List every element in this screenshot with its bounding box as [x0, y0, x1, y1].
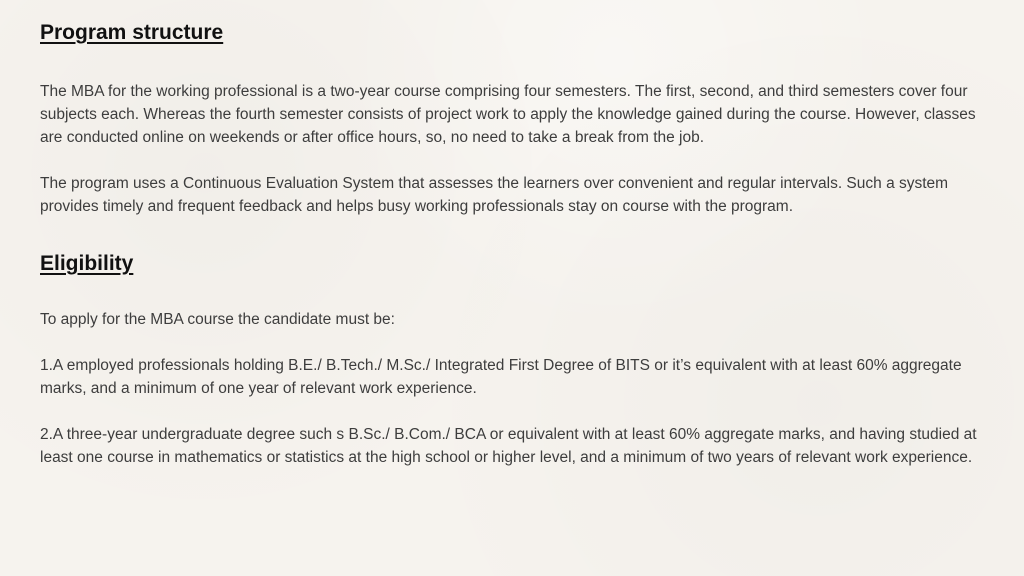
eligibility-item-2: 2.A three-year undergraduate degree such s B.Sc./ B.Com./ BCA or equivalent with at least 60% aggregate marks, and having studied at least one course in mathematics or statistics at the high school or higher level, and a minimum of two years of relevant work experience. [40, 426, 977, 466]
eligibility-intro: To apply for the MBA course the candidate must be: [40, 311, 395, 328]
program-structure-heading: Program structure [40, 21, 224, 44]
program-structure-paragraph-2: The program uses a Continuous Evaluation System that assesses the learners over convenient and regular intervals. Such a system provides timely and frequent feedback and helps busy working professionals stay on course with the program. [40, 175, 949, 215]
eligibility-heading: Eligibility [40, 252, 134, 275]
program-structure-paragraph-1: The MBA for the working professional is a two-year course comprising four semesters. The first, second, and third semesters cover four subjects each. Whereas the fourth semester consists of project work to apply the knowledge gained during the course. However, classes are conducted online on weekends or after office hours, so, no need to take a break from the job. [40, 83, 976, 146]
eligibility-item-1: 1.A employed professionals holding B.E./ B.Tech./ M.Sc./ Integrated First Degree of BITS or it’s equivalent with at least 60% aggregate marks, and a minimum of one year of relevant work experience. [40, 357, 962, 397]
slide-content [40, 20, 980, 469]
